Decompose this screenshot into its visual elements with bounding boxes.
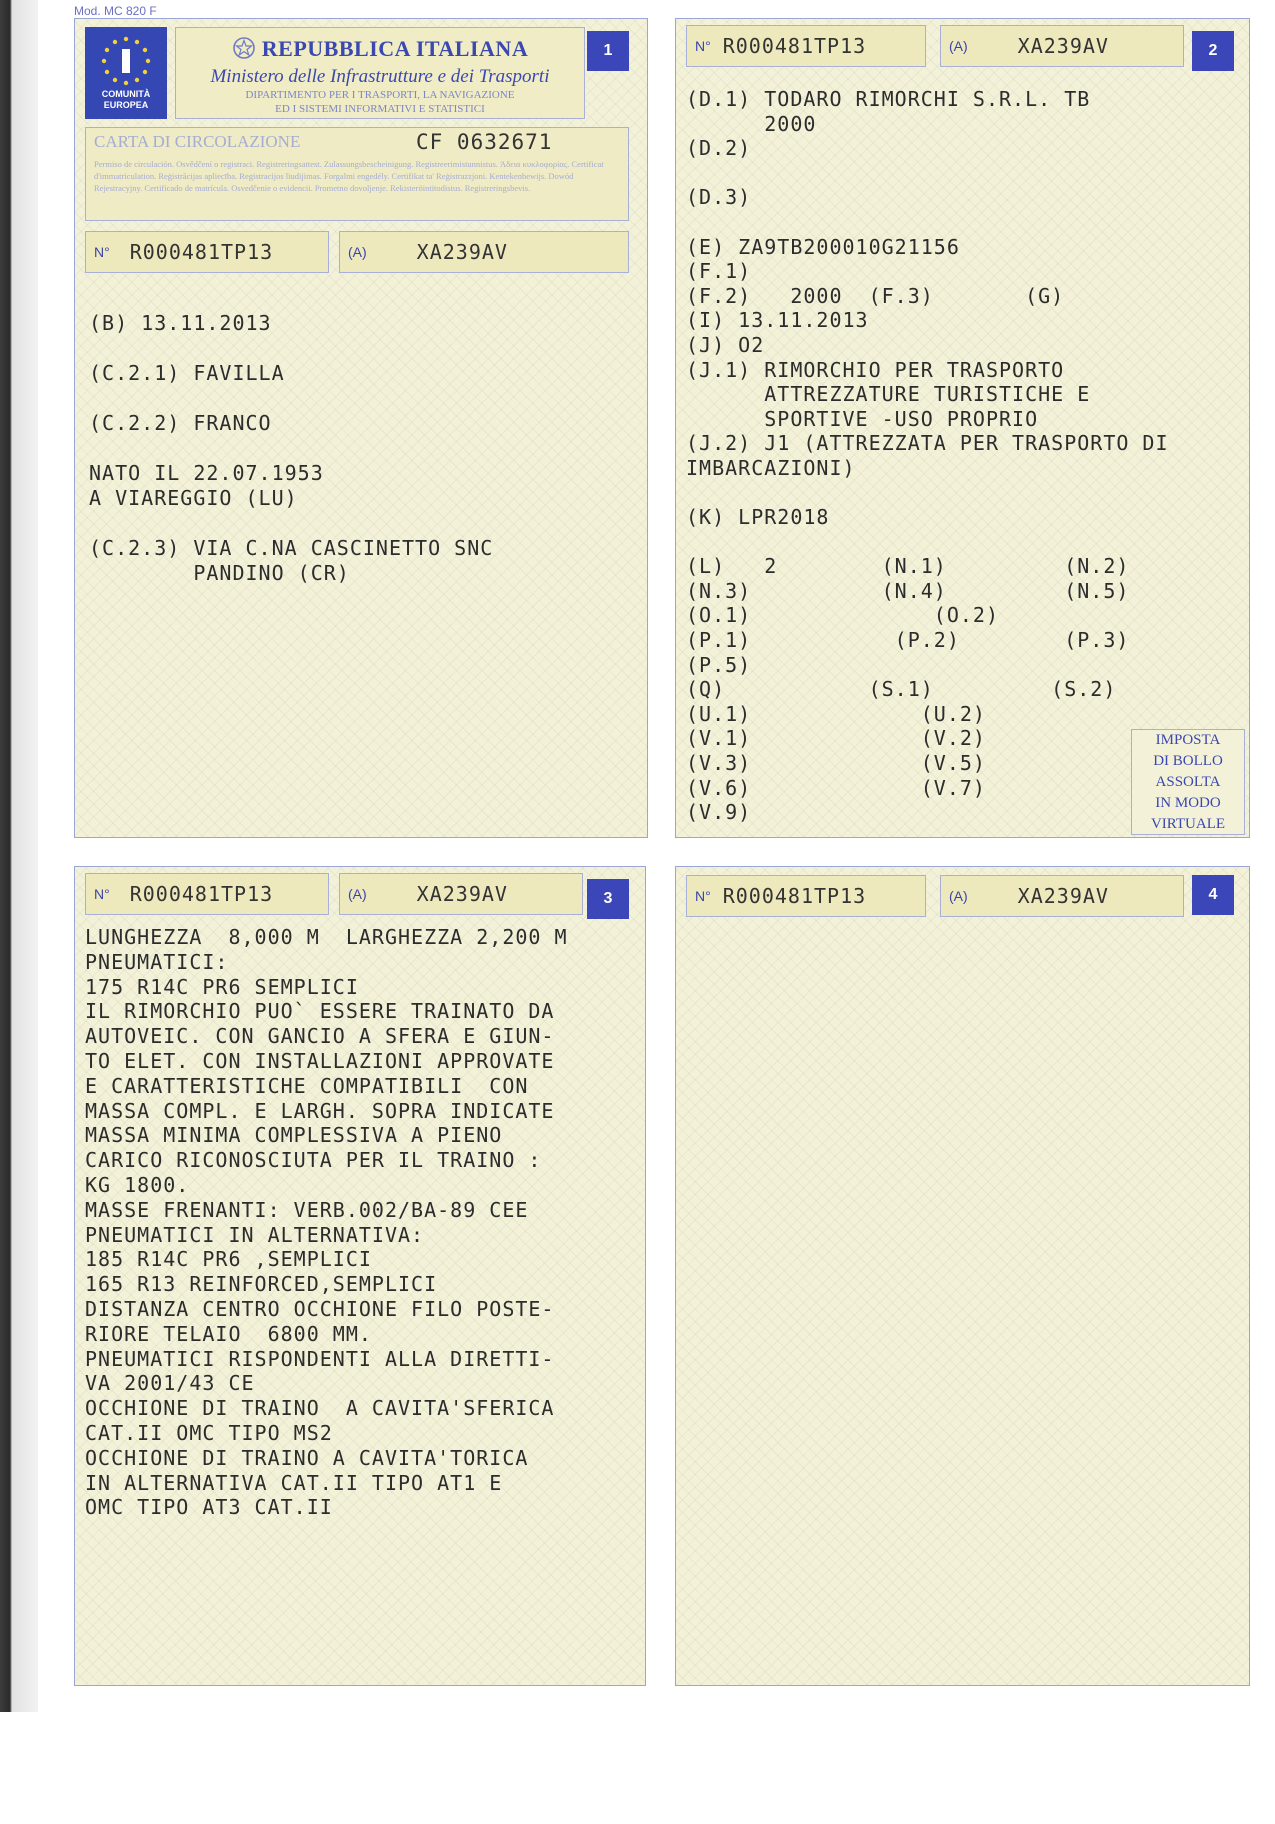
registration-number-field: N° R000481TP13 bbox=[686, 25, 926, 67]
plate-number-field: (A) XA239AV bbox=[940, 875, 1184, 917]
owner-details: (B) 13.11.2013 (C.2.1) FAVILLA (C.2.2) FRANCO NATO IL 22.07.1953 A VIAREGGIO (LU) (C.2.3) VIA C.NA CASCINETTO SNC PANDINO (CR) bbox=[89, 311, 494, 585]
eu-flag-emblem bbox=[85, 27, 167, 119]
page-number-badge: 2 bbox=[1192, 31, 1234, 71]
registration-number-field: N° R000481TP13 bbox=[85, 873, 329, 915]
page-4-panel bbox=[675, 866, 1250, 1686]
stamp-duty-box: IMPOSTA DI BOLLO ASSOLTA IN MODO VIRTUALE bbox=[1131, 729, 1245, 835]
eu-stars-icon bbox=[96, 31, 156, 91]
registration-number-field: N° R000481TP13 bbox=[85, 231, 329, 273]
italian-emblem-icon bbox=[232, 36, 256, 60]
multilingual-titles: Permiso de circulación. Osvědčení o registraci. Registreringsattest. Zulassungsbescheinigung. Registreerimistunnistus. Άδεια κυκλοφορίας. Certificat d'immatriculation. Reģistrācijas apliecība. Registracijos liudijimas. Forgalmi engedély. Certifikat ta' Reġistrazzjoni. Kentekenbewijs. Dowód Rejestracyjny. Certificado de matrícula. Osvedčenie o evidencii. Prometno dovoljenje. Rekisteröintitodistus. Registreringsbevis. bbox=[94, 159, 604, 193]
document-cf-number: CF 0632671 bbox=[416, 130, 553, 154]
page-number-badge: 4 bbox=[1192, 875, 1234, 915]
page-3-panel bbox=[74, 866, 646, 1686]
plate-number-field: (A) XA239AV bbox=[940, 25, 1184, 67]
plate-number-field: (A) XA239AV bbox=[339, 231, 629, 273]
eu-label: COMUNITÀ EUROPEA bbox=[101, 89, 151, 110]
republic-title: REPUBBLICA ITALIANA bbox=[176, 36, 584, 62]
ministry-name: Ministero delle Infrastrutture e dei Trasporti bbox=[210, 66, 550, 87]
registration-number-field: N° R000481TP13 bbox=[686, 875, 926, 917]
document-title: CARTA DI CIRCOLAZIONE bbox=[94, 132, 301, 151]
scan-binding-edge bbox=[0, 0, 38, 1712]
page-number-badge: 3 bbox=[587, 879, 629, 919]
form-model-label: Mod. MC 820 F bbox=[74, 4, 157, 18]
document-title-box bbox=[85, 127, 629, 221]
plate-number-field: (A) XA239AV bbox=[339, 873, 583, 915]
issuer-header bbox=[175, 27, 585, 119]
vehicle-technical-data: (D.1) TODARO RIMORCHI S.R.L. TB 2000 (D.2) (D.3) (E) ZA9TB200010G21156 (F.1) (F.2) 2000 (F.3) (G) (I) 13.11.2013 (J) O2 (J.1) RIMORCHIO PER TRASPORTO ATTREZZATURE TURISTICHE E SPORTIVE -USO PROPRIO (J.2) J1 (ATTREZZATA PER TRASPORTO DI IMBARCAZIONI) (K) LPR2018 (L) 2 (N.1) (N.2) (N.3) (N.4) (N.5) (O.1) (O.2) (P.1) (P.2) (P.3) (P.5) (Q) (S.1) (S.2) (U.1) (U.2) (V.1) (V.2) (V.3) (V.5) (V.6) (V.7) (V.9) bbox=[686, 87, 1169, 825]
additional-notes: LUNGHEZZA 8,000 M LARGHEZZA 2,200 M PNEUMATICI: 175 R14C PR6 SEMPLICI IL RIMORCHIO PUO` ESSERE TRAINATO DA AUTOVEIC. CON GANCIO A SFERA E GIUN- TO ELET. CON INSTALLAZIONI APPROVATE E CARATTERISTICHE COMPATIBILI CON MASSA COMPL. E LARGH. SOPRA INDICATE MASSA MINIMA COMPLESSIVA A PIENO CARICO RICONOSCIUTA PER IL TRAINO : KG 1800. MASSE FRENANTI: VERB.002/BA-89 CEE PNEUMATICI IN ALTERNATIVA: 185 R14C PR6 ,SEMPLICI 165 R13 REINFORCED,SEMPLICI DISTANZA CENTRO OCCHIONE FILO POSTE- RIORE TELAIO 6800 MM. PNEUMATICI RISPONDENTI ALLA DIRETTI- VA 2001/43 CE OCCHIONE DI TRAINO A CAVITA'SFERICA CAT.II OMC TIPO MS2 OCCHIONE DI TRAINO A CAVITA'TORICA IN ALTERNATIVA CAT.II TIPO AT1 E OMC TIPO AT3 CAT.II bbox=[85, 925, 568, 1520]
department-name: DIPARTIMENTO PER I TRASPORTI, LA NAVIGAZIONE ED I SISTEMI INFORMATIVI E STATISTICI bbox=[245, 89, 515, 115]
page-1-panel bbox=[74, 18, 648, 838]
page-number-badge: 1 bbox=[587, 31, 629, 71]
page-2-panel bbox=[675, 18, 1250, 838]
